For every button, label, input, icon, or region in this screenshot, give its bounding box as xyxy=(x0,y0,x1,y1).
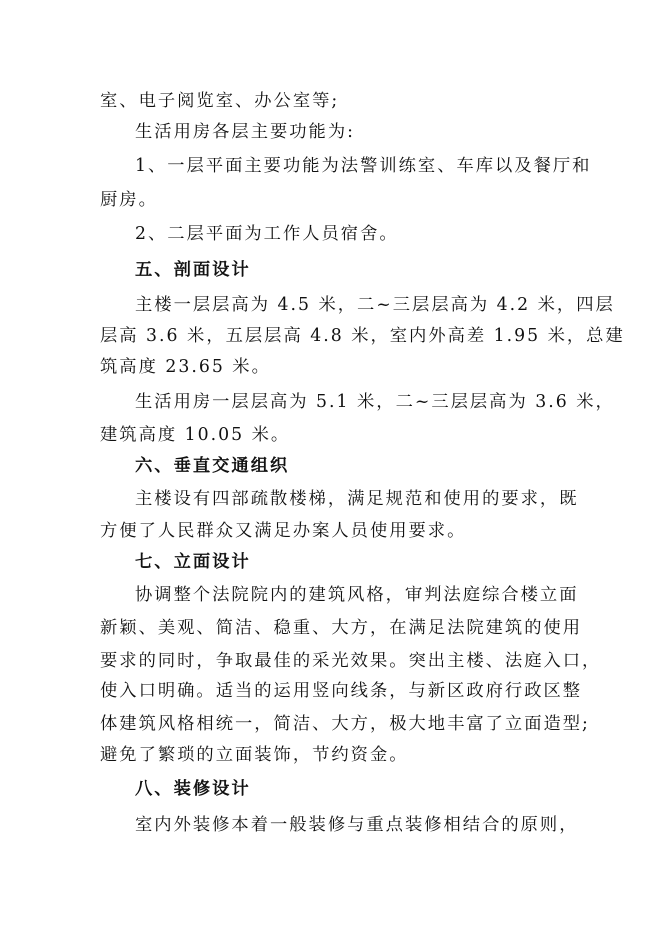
text-line: 厨房。 xyxy=(100,190,158,210)
text-line: 体建筑风格相统一，简洁、大方，极大地丰富了立面造型; xyxy=(100,714,590,734)
text-line: 要求的同时，争取最佳的采光效果。突出主楼、法庭入口， xyxy=(100,651,602,671)
section-heading: 五、剖面设计 xyxy=(135,260,251,280)
text-line: 1、一层平面主要功能为法警训练室、车库以及餐厅和 xyxy=(135,156,592,176)
text-line: 协调整个法院院内的建筑风格，审判法庭综合楼立面 xyxy=(135,585,579,605)
text-line: 生活用房各层主要功能为: xyxy=(135,122,355,142)
text-line: 主楼设有四部疏散楼梯，满足规范和使用的要求，既 xyxy=(135,489,579,509)
text-line: 生活用房一层层高为 5.1 米，二~三层层高为 3.6 米， xyxy=(135,392,615,412)
text-line: 方便了人民群众又满足办案人员使用要求。 xyxy=(100,521,467,541)
section-heading: 六、垂直交通组织 xyxy=(135,456,290,476)
text-line: 避免了繁琐的立面装饰，节约资金。 xyxy=(100,745,409,765)
text-line: 新颖、美观、简洁、稳重、大方，在满足法院建筑的使用 xyxy=(100,618,583,638)
text-line: 室内外装修本着一般装修与重点装修相结合的原则， xyxy=(135,815,579,835)
text-line: 建筑高度 10.05 米。 xyxy=(100,425,291,445)
text-line: 使入口明确。适当的运用竖向线条，与新区政府行政区整 xyxy=(100,681,583,701)
text-line: 室、电子阅览室、办公室等; xyxy=(100,91,340,111)
text-line: 层高 3.6 米，五层层高 4.8 米，室内外高差 1.95 米，总建 xyxy=(100,326,625,346)
text-line: 2、二层平面为工作人员宿舍。 xyxy=(135,224,399,244)
text-line: 主楼一层层高为 4.5 米，二~三层层高为 4.2 米，四层 xyxy=(135,295,615,315)
text-line: 筑高度 23.65 米。 xyxy=(100,357,271,377)
section-heading: 八、装修设计 xyxy=(135,779,251,799)
section-heading: 七、立面设计 xyxy=(135,552,251,572)
